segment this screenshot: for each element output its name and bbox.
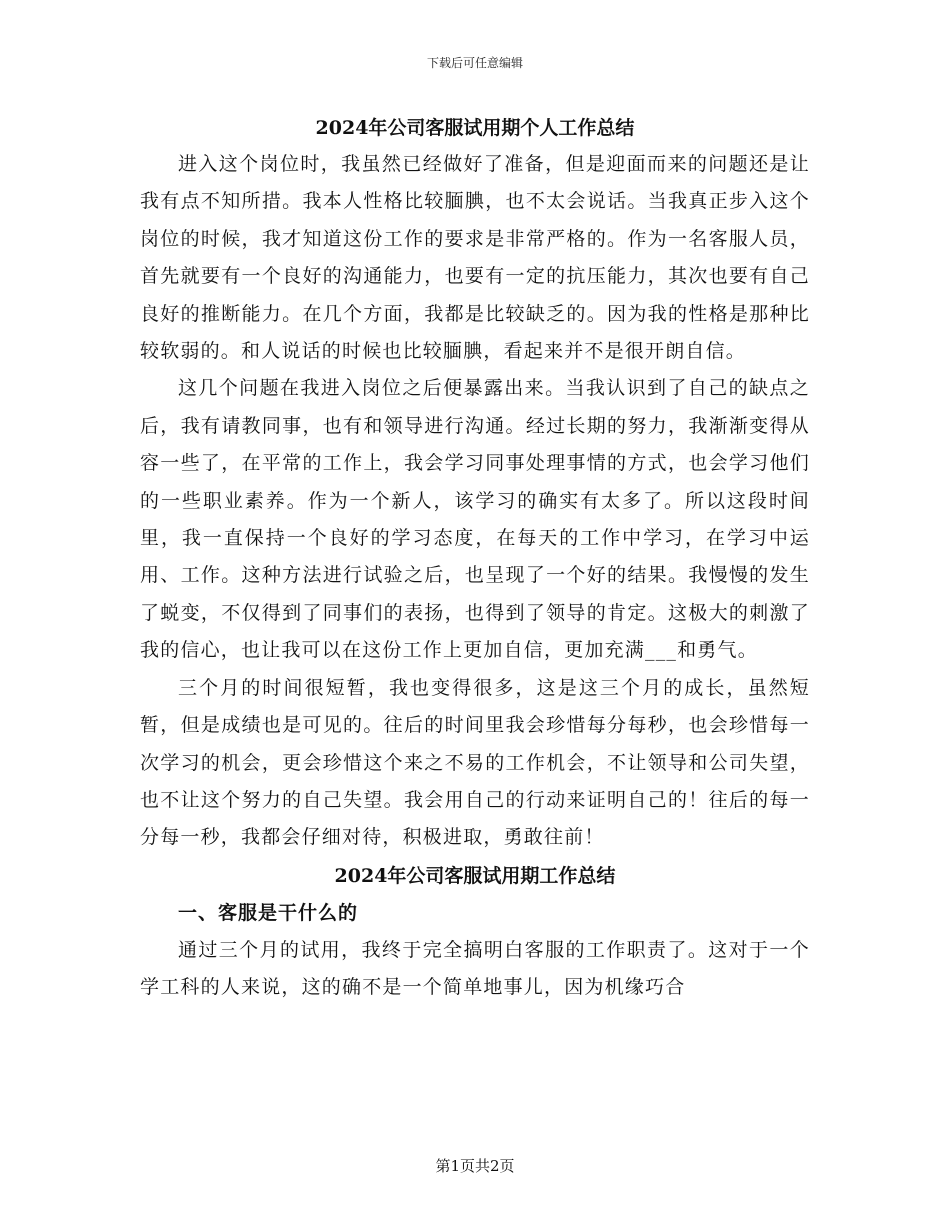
document-body: [140, 110, 810, 1007]
document-title: 2024年公司客服试用期个人工作总结: [315, 117, 635, 139]
header-note: 下载后可任意编辑: [426, 56, 523, 70]
page-number: 第1页共2页: [435, 1157, 515, 1175]
paragraph-3: 三个月的时间很短暂，我也变得很多，这是这三个月的成长，虽然短暂，但是成绩也是可见的。往后的时间里我会珍惜每分每秒，也会珍惜每一次学习的机会，更会珍惜这个来之不易的工作机会，不让领导和公司失望，也不让这个努力的自己失望。我会用自己的行动来证明自己的！往后的每一分每一秒，我都会仔细对待，积极进取，勇敢往前！: [140, 676, 810, 849]
paragraph-4: 通过三个月的试用，我终于完全搞明白客服的工作职责了。这对于一个学工科的人来说，这的确不是一个简单地事儿，因为机缘巧合: [140, 938, 810, 999]
section-title: 2024年公司客服试用期工作总结: [334, 864, 616, 887]
subheading: 一、客服是干什么的: [178, 901, 359, 924]
paragraph-1: 进入这个岗位时，我虽然已经做好了准备，但是迎面而来的问题还是让我有点不知所措。我本人性格比较腼腆，也不太会说话。当我真正步入这个岗位的时候，我才知道这份工作的要求是非常严格的。作为一名客服人员，首先就要有一个良好的沟通能力，也要有一定的抗压能力，其次也要有自己良好的推断能力。在几个方面，我都是比较缺乏的。因为我的性格是那种比较软弱的。和人说话的时候也比较腼腆，看起来并不是很开朗自信。: [140, 153, 810, 363]
paragraph-2: 这几个问题在我进入岗位之后便暴露出来。当我认识到了自己的缺点之后，我有请教同事，也有和领导进行沟通。经过长期的努力，我渐渐变得从容一些了，在平常的工作上，我会学习同事处理事情的方式，也会学习他们的一些职业素养。作为一个新人，该学习的确实有太多了。所以这段时间里，我一直保持一个良好的学习态度，在每天的工作中学习，在学习中运用、工作。这种方法进行试验之后，也呈现了一个好的结果。我慢慢的发生了蜕变，不仅得到了同事们的表扬，也得到了领导的肯定。这极大的刺激了我的信心，也让我可以在这份工作上更加自信，更加充满___和勇气。: [140, 377, 810, 662]
